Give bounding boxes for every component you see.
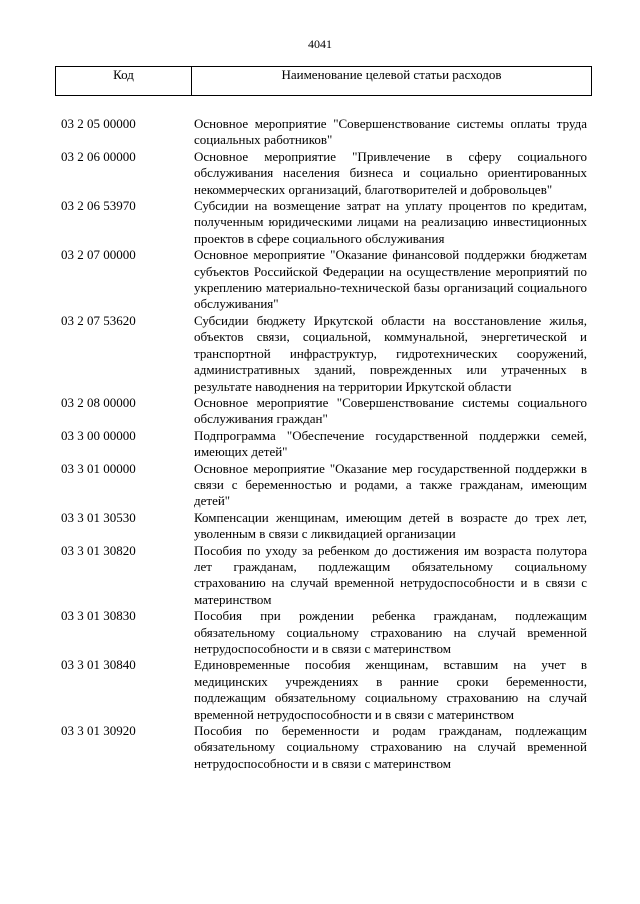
table-row [61, 657, 587, 723]
row-code: 03 3 01 30840 [61, 657, 136, 673]
row-description: Основное мероприятие "Оказание финансовой поддержки бюджетам субъектов Российской Федерации на осуществление мероприятий по укреплению материально-технической базы организаций социального обслуживания" [194, 247, 587, 312]
row-code: 03 3 01 30920 [61, 723, 136, 739]
row-code: 03 2 08 00000 [61, 394, 136, 410]
row-description: Основное мероприятие "Привлечение в сферу социального обслуживания населения бизнеса и социально ориентированных некоммерческих организаций, благотворителей и добровольцев" [194, 148, 587, 197]
row-code: 03 2 07 00000 [61, 247, 136, 263]
row-description: Основное мероприятие "Совершенствование системы социального обслуживания граждан" [194, 394, 587, 427]
table-body [61, 116, 587, 772]
table-row [61, 116, 587, 149]
table-row [61, 247, 587, 313]
row-code: 03 2 06 53970 [61, 198, 136, 214]
row-code: 03 3 01 30820 [61, 542, 136, 558]
row-description: Субсидии на возмещение затрат на уплату процентов по кредитам, полученным юридическими лицами на реализацию инвестиционных проектов в сфере социального обслуживания [194, 198, 587, 246]
row-description: Единовременные пособия женщинам, вставшим на учет в медицинских учреждениях в ранние сроки беременности, подлежащим обязательному социальному страхованию на случай временной нетрудоспособности и в связи с материнством [194, 657, 587, 722]
row-code: 03 3 01 00000 [61, 460, 136, 476]
row-code: 03 2 05 00000 [61, 116, 136, 131]
table-row [61, 395, 587, 428]
table-row [61, 461, 587, 510]
table-row [61, 428, 587, 461]
table-row [61, 543, 587, 609]
table-row [61, 608, 587, 657]
table-row [61, 149, 587, 198]
page-number: 4041 [308, 37, 332, 51]
row-description: Компенсации женщинам, имеющим детей в возрасте до трех лет, уволенным в связи с ликвидацией организации [194, 509, 587, 542]
row-code: 03 2 06 00000 [61, 148, 136, 164]
row-description: Основное мероприятие "Оказание мер государственной поддержки в связи с беременностью и родами, а также гражданам, имеющим детей" [194, 460, 587, 509]
row-description: Пособия по беременности и родам гражданам, подлежащим обязательному социальному страхованию на случай временной нетрудоспособности и в связи с материнством [194, 723, 587, 771]
table-row [61, 510, 587, 543]
row-description: Подпрограмма "Обеспечение государственной поддержки семей, имеющих детей" [194, 427, 587, 460]
row-code: 03 3 01 30830 [61, 608, 136, 624]
table-header [55, 66, 592, 96]
row-description: Пособия при рождении ребенка гражданам, подлежащим обязательному социальному страхованию на случай временной нетрудоспособности и в связи с материнством [194, 608, 587, 656]
table-row [61, 723, 587, 772]
row-code: 03 3 01 30530 [61, 509, 136, 525]
table-row [61, 198, 587, 247]
row-code: 03 2 07 53620 [61, 312, 136, 328]
header-code: Код [56, 67, 192, 95]
row-description: Пособия по уходу за ребенком до достижения им возраста полутора лет гражданам, подлежащим обязательному социальному страхованию на случай временной нетрудоспособности и в связи с материнством [194, 542, 587, 607]
table-row [61, 313, 587, 395]
row-description: Субсидии бюджету Иркутской области на восстановление жилья, объектов связи, социальной, коммунальной, энергетической и транспортной инфраструктур, гидротехнических сооружений, административных зданий, поврежденных или утраченных в результате наводнения на территории Иркутской области [194, 312, 587, 394]
header-name: Наименование целевой статьи расходов [281, 67, 502, 82]
row-code: 03 3 00 00000 [61, 427, 136, 443]
row-description: Основное мероприятие "Совершенствование системы оплаты труда социальных работников" [194, 116, 587, 148]
